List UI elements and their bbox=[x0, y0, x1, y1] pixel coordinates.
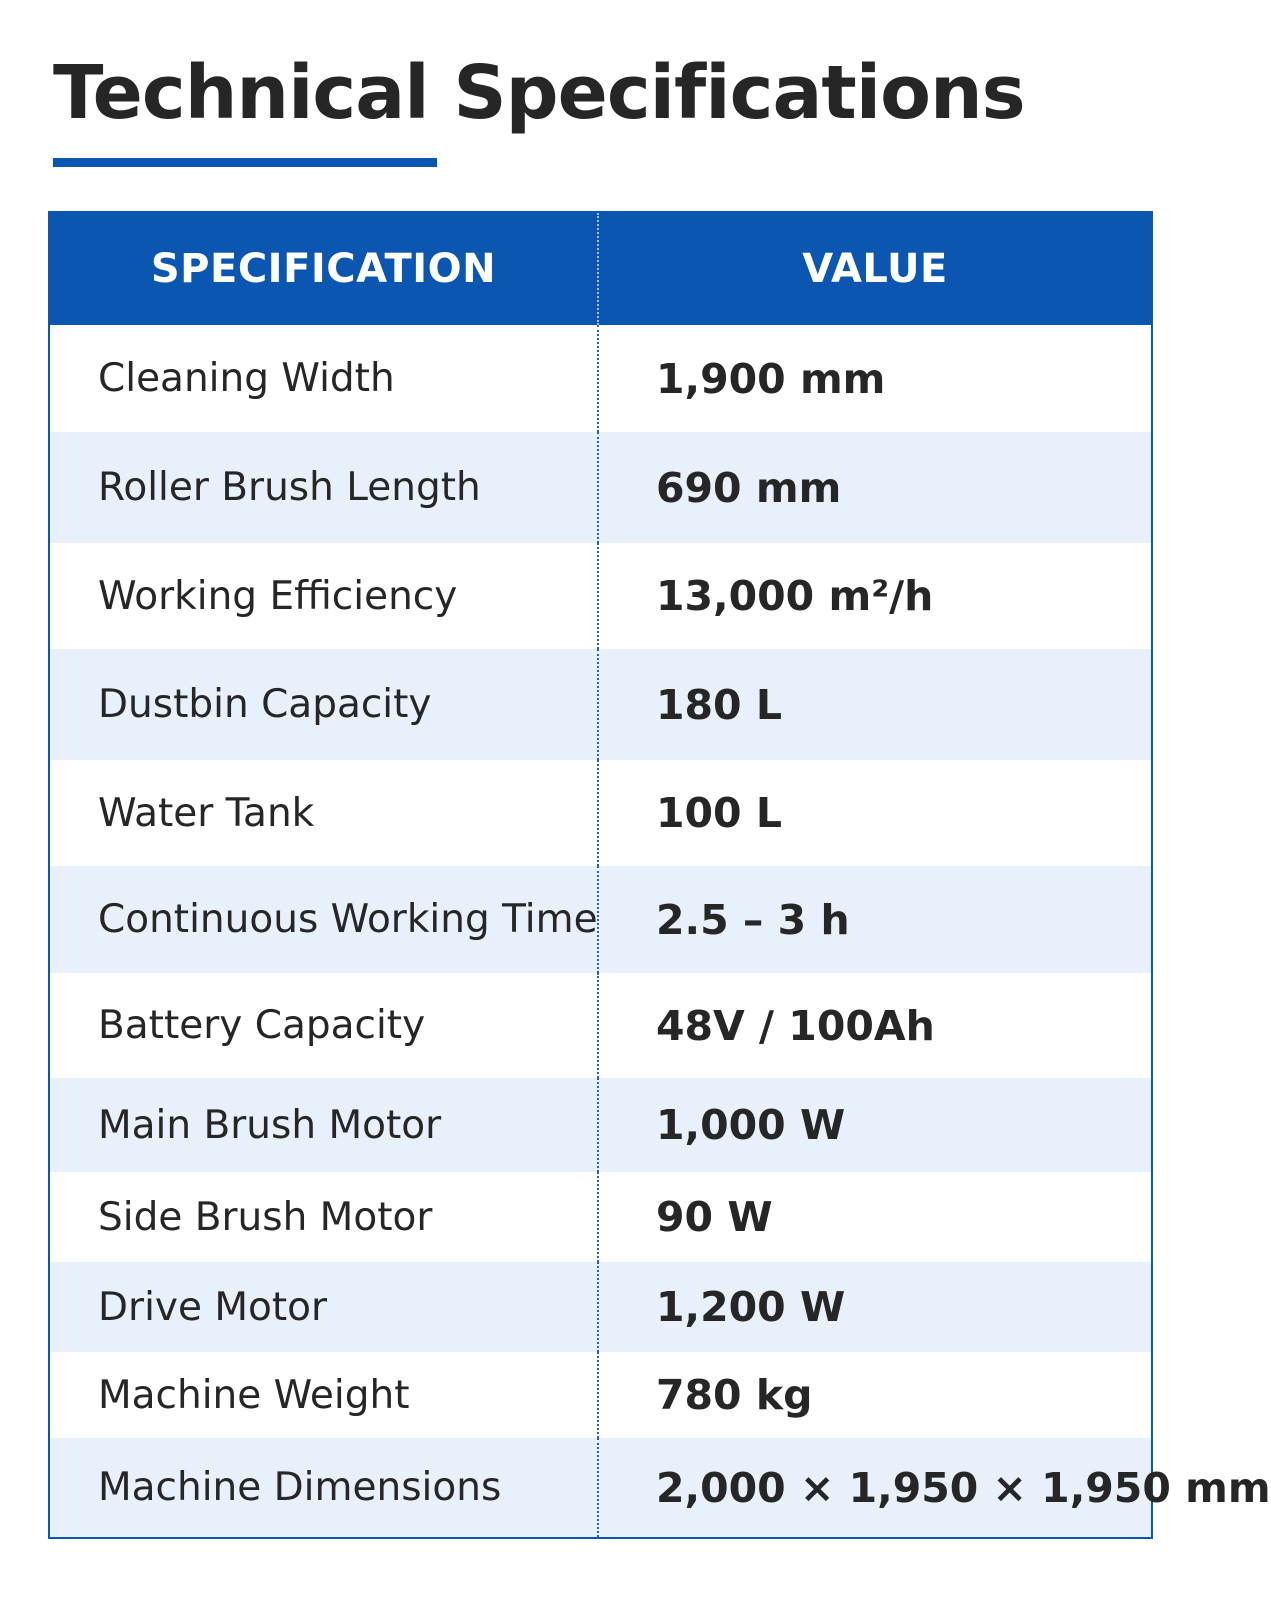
spec-name: Cleaning Width bbox=[50, 325, 599, 432]
table-row bbox=[50, 1438, 1271, 1537]
spec-name: Main Brush Motor bbox=[50, 1078, 599, 1172]
table-row bbox=[50, 1078, 1151, 1172]
spec-table bbox=[48, 211, 1271, 1539]
table-row bbox=[50, 973, 1151, 1078]
table-row bbox=[50, 543, 1151, 649]
header-value: VALUE bbox=[802, 246, 948, 292]
table-row bbox=[50, 432, 1151, 543]
spec-name: Machine Weight bbox=[50, 1352, 599, 1438]
spec-value: 1,200 W bbox=[656, 1283, 846, 1331]
table-row bbox=[50, 866, 1151, 973]
spec-value: 13,000 m²/h bbox=[656, 572, 934, 620]
spec-value: 1,000 W bbox=[656, 1101, 846, 1149]
spec-name: Roller Brush Length bbox=[50, 432, 599, 543]
spec-value: 2.5 – 3 h bbox=[656, 895, 850, 944]
spec-name: Dustbin Capacity bbox=[50, 649, 599, 760]
table-row bbox=[50, 1262, 1151, 1352]
spec-value: 780 kg bbox=[656, 1371, 813, 1419]
page-title: Technical Specifications bbox=[53, 50, 1025, 136]
table-header bbox=[50, 213, 1151, 325]
table-body bbox=[50, 325, 1271, 1537]
spec-value: 180 L bbox=[656, 680, 782, 729]
table-row bbox=[50, 649, 1151, 760]
table-row bbox=[50, 760, 1151, 866]
spec-value: 690 mm bbox=[656, 463, 842, 512]
header-specification: SPECIFICATION bbox=[50, 213, 599, 325]
spec-value: 2,000 × 1,950 × 1,950 mm bbox=[656, 1463, 1271, 1512]
spec-name: Drive Motor bbox=[50, 1262, 599, 1352]
spec-value: 48V / 100Ah bbox=[656, 1001, 935, 1050]
table-row bbox=[50, 1172, 1151, 1262]
spec-name: Water Tank bbox=[50, 760, 599, 866]
spec-value: 100 L bbox=[656, 789, 782, 837]
spec-name: Continuous Working Time bbox=[50, 866, 599, 973]
title-underline bbox=[53, 158, 437, 167]
table-row bbox=[50, 1352, 1151, 1438]
spec-value: 90 W bbox=[656, 1193, 773, 1241]
spec-name: Working Efficiency bbox=[50, 543, 599, 649]
spec-name: Machine Dimensions bbox=[50, 1438, 599, 1537]
spec-name: Side Brush Motor bbox=[50, 1172, 599, 1262]
spec-value: 1,900 mm bbox=[656, 354, 886, 403]
table-row bbox=[50, 325, 1151, 432]
spec-name: Battery Capacity bbox=[50, 973, 599, 1078]
